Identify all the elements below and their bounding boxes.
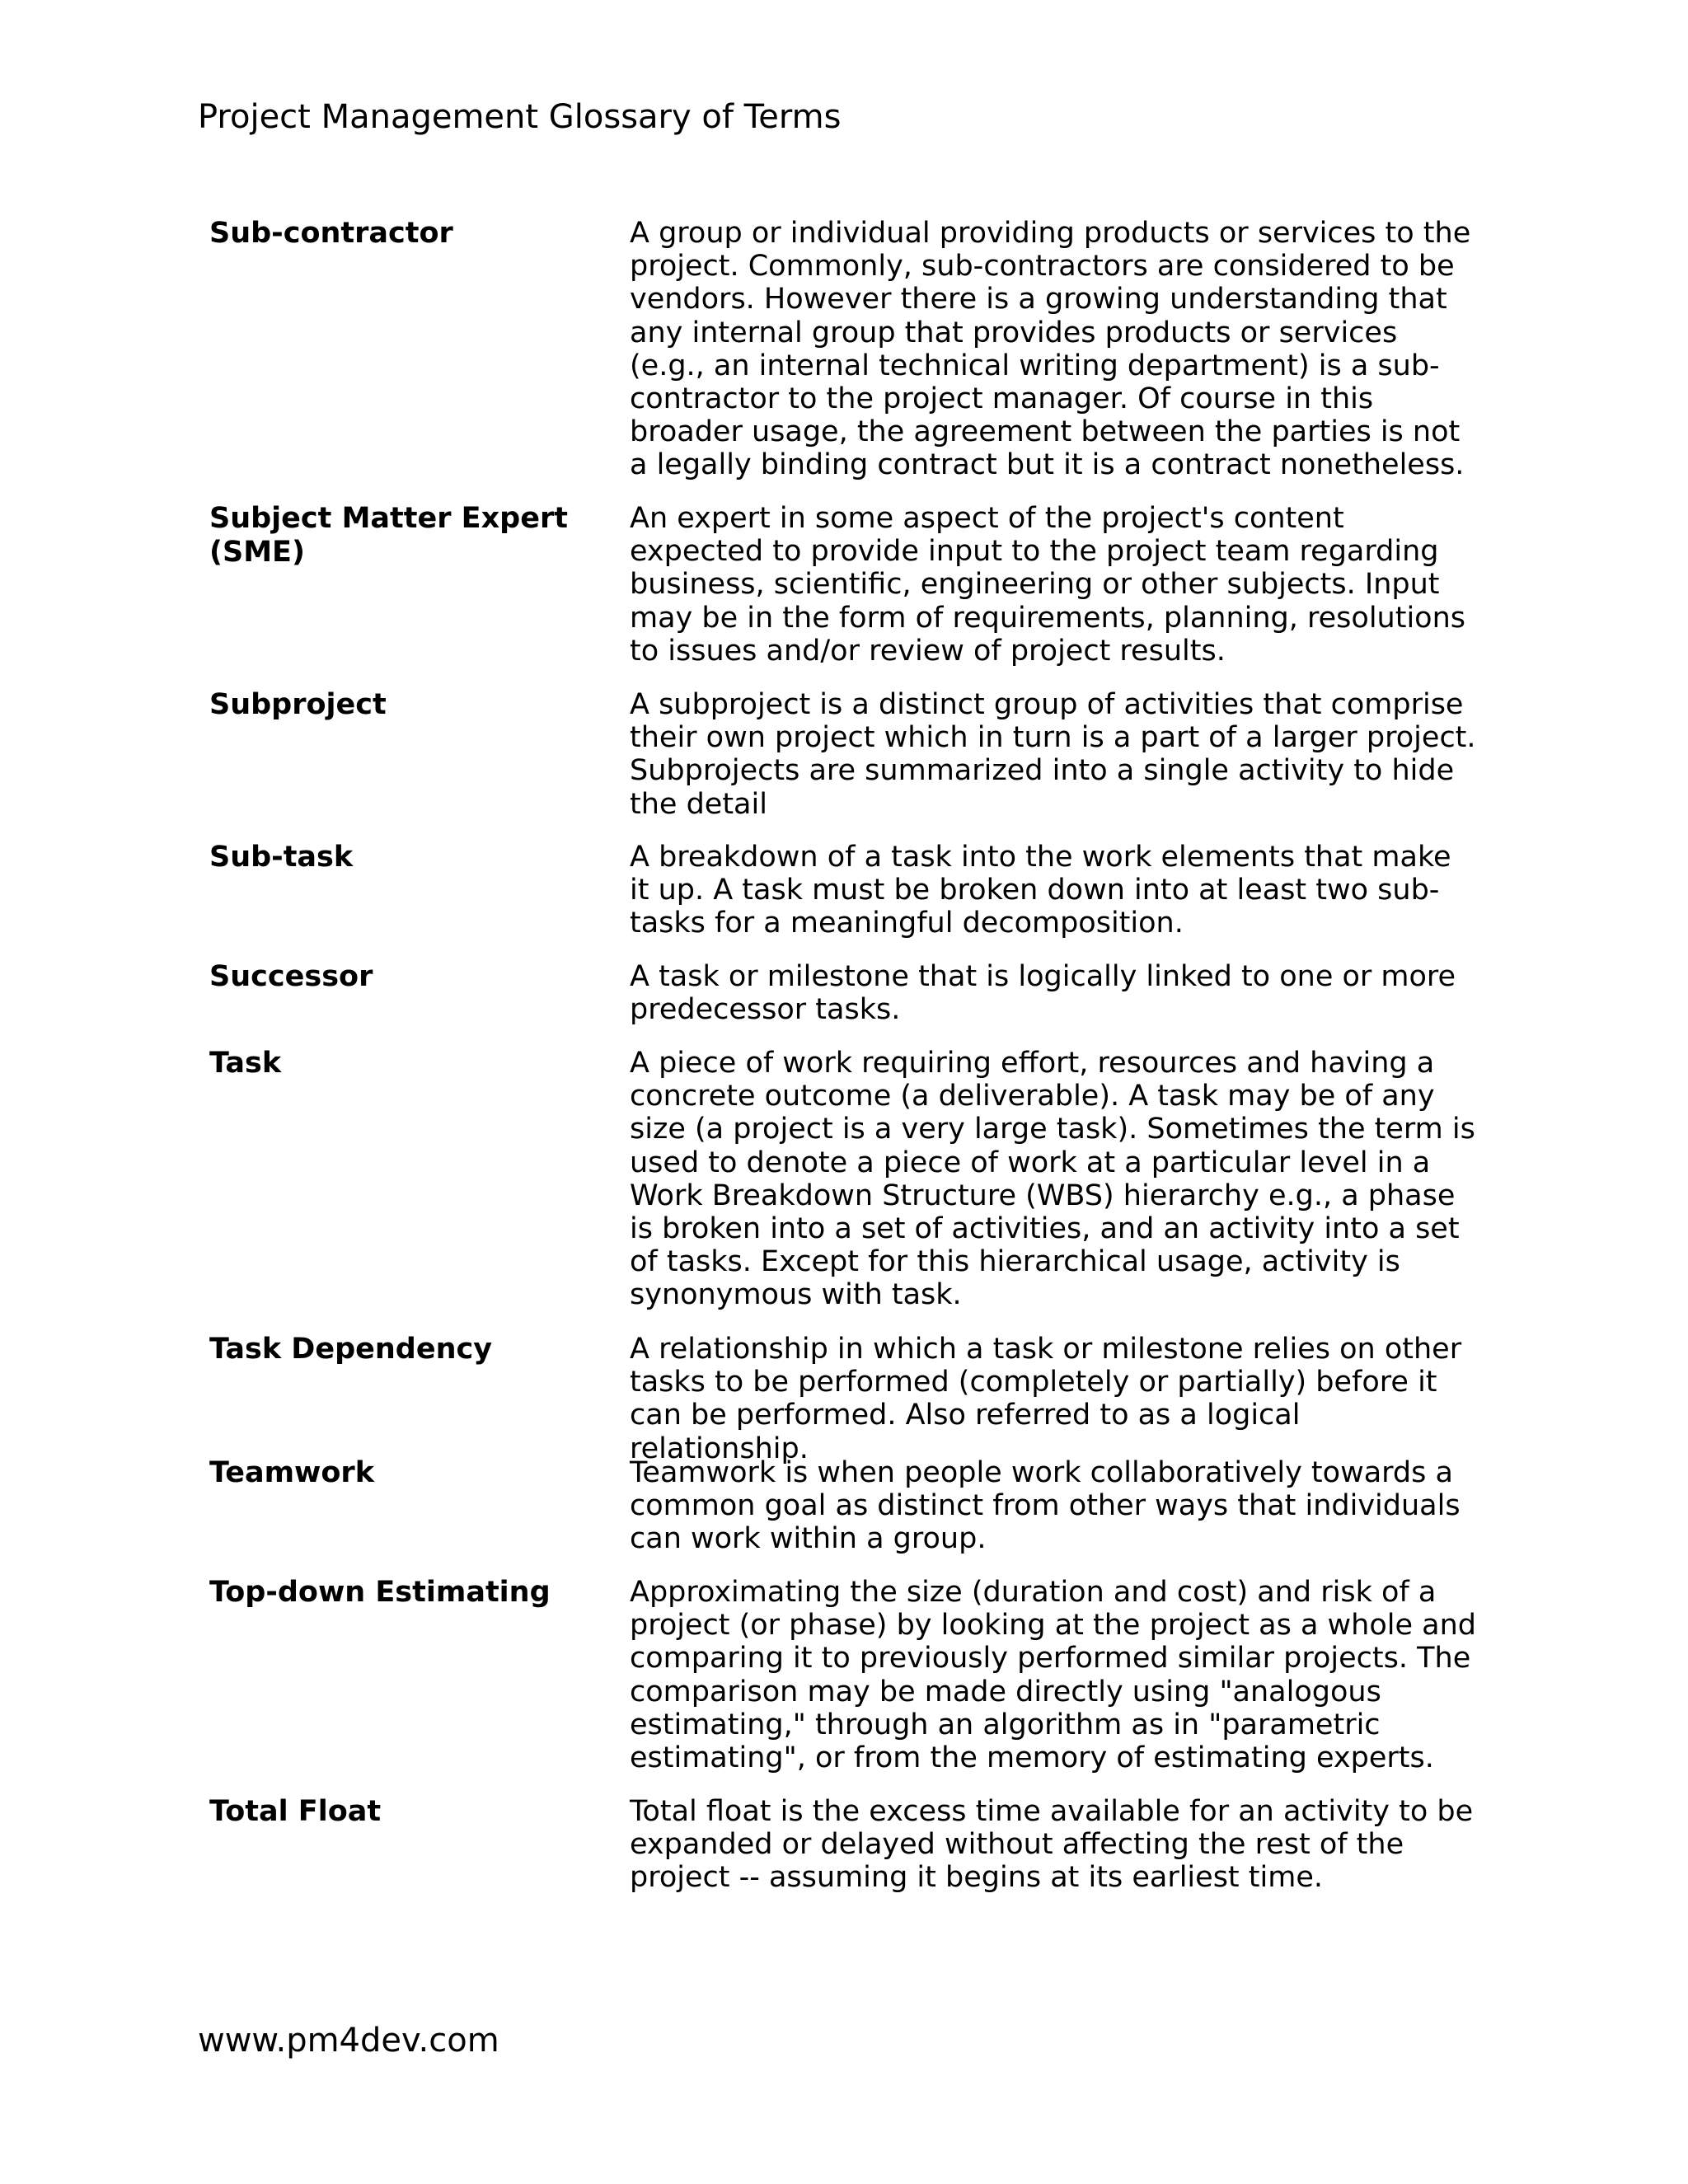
glossary-term: Task xyxy=(209,1047,282,1080)
page-title: Project Management Glossary of Terms xyxy=(198,98,842,136)
glossary-definition: A task or milestone that is logically linked to one or more predecessor tasks. xyxy=(630,960,1456,1027)
glossary-definition: Total float is the excess time available for an activity to be expanded or delayed without affecting the rest of the project -- assuming it begins at its earliest time. xyxy=(630,1795,1474,1895)
glossary-term: Sub-task xyxy=(209,841,354,874)
glossary-term: Top-down Estimating xyxy=(209,1576,551,1609)
glossary-term: Teamwork xyxy=(209,1456,374,1489)
glossary-definition: A relationship in which a task or milestone relies on other tasks to be performed (completely or partially) before it can be performed. Also referred to as a logical relationship. xyxy=(630,1333,1462,1465)
glossary-term: Task Dependency xyxy=(209,1333,493,1366)
glossary-term: Successor xyxy=(209,960,373,993)
glossary-term: Subproject xyxy=(209,688,387,721)
glossary-definition: A subproject is a distinct group of activities that comprise their own project which in turn is a part of a larger project. Subprojects are summarized into a single activity to hide the detail xyxy=(630,688,1476,821)
glossary-definition: A group or individual providing products or services to the project. Commonly, sub-contractors are considered to be vendors. However there is a growing understanding that any internal group that provides products or services (e.g., an internal technical writing department) is a sub-contractor to the project manager. Of course in this broader usage, the agreement between the parties is not a legally binding contract but it is a contract nonetheless. xyxy=(630,217,1471,482)
glossary-definition: A breakdown of a task into the work elements that make it up. A task must be broken down into at least two sub-tasks for a meaningful decomposition. xyxy=(630,841,1451,940)
footer-url: www.pm4dev.com xyxy=(198,2022,499,2060)
glossary-term: Sub-contractor xyxy=(209,217,453,250)
glossary-definition: An expert in some aspect of the project's content expected to provide input to the project team regarding business, scientific, engineering or other subjects. Input may be in the form of requirements, planning, resolutions to issues and/or review of project results. xyxy=(630,502,1466,668)
glossary-definition: A piece of work requiring effort, resources and having a concrete outcome (a deliverable). A task may be of any size (a project is a very large task). Sometimes the term is used to denote a piece of work at a particular level in a Work Breakdown Structure (WBS) hierarchy e.g., a phase is broken into a set of activities, and an activity into a set of tasks. Except for this hierarchical usage, activity is synonymous with task. xyxy=(630,1047,1475,1312)
glossary-definition: Approximating the size (duration and cost) and risk of a project (or phase) by looking at the project as a whole and comparing it to previously performed similar projects. The comparison may be made directly using "analogous estimating," through an algorithm as in "parametric estimating", or from the memory of estimating experts. xyxy=(630,1576,1476,1775)
glossary-term: Total Float xyxy=(209,1795,382,1828)
glossary-term: Subject Matter Expert (SME) xyxy=(209,502,568,569)
glossary-definition: Teamwork is when people work collaboratively towards a common goal as distinct from other ways that individuals can work within a group. xyxy=(630,1456,1461,1556)
